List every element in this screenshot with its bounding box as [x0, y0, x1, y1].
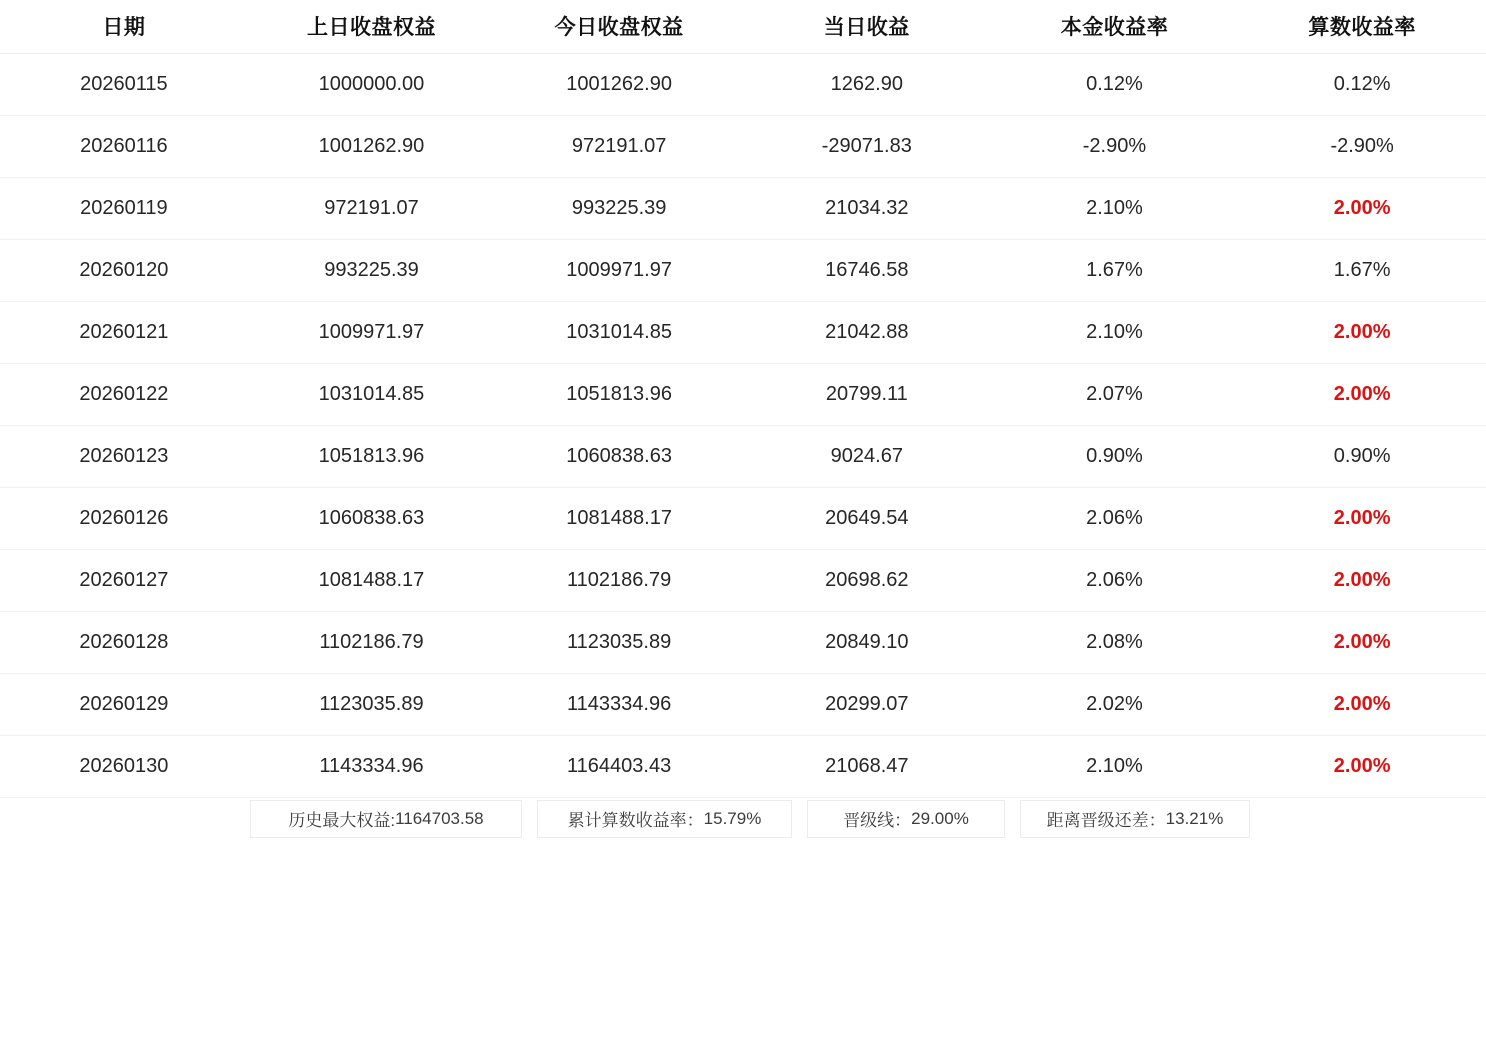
- col-header-prev-equity: 上日收盘权益: [248, 0, 496, 53]
- cell-arith-rate: 0.12%: [1238, 53, 1486, 115]
- cell-prev-equity: 972191.07: [248, 177, 496, 239]
- cell-prev-equity: 1143334.96: [248, 735, 496, 797]
- cell-date: 20260126: [0, 487, 248, 549]
- table-row: [0, 239, 1486, 301]
- table-row: [0, 425, 1486, 487]
- cell-principal-rate: 2.07%: [991, 363, 1239, 425]
- cell-arith-rate: 2.00%: [1238, 177, 1486, 239]
- cell-principal-rate: -2.90%: [991, 115, 1239, 177]
- cell-date: 20260119: [0, 177, 248, 239]
- cell-daily-profit: 21034.32: [743, 177, 991, 239]
- table-row: [0, 487, 1486, 549]
- col-header-principal-rate: 本金收益率: [991, 0, 1239, 53]
- cell-date: 20260127: [0, 549, 248, 611]
- summary-max-equity-value: 1164703.58: [395, 808, 484, 828]
- col-header-today-equity: 今日收盘权益: [495, 0, 743, 53]
- cell-today-equity: 1081488.17: [495, 487, 743, 549]
- cell-principal-rate: 2.06%: [991, 549, 1239, 611]
- cell-prev-equity: 1031014.85: [248, 363, 496, 425]
- cell-date: 20260120: [0, 239, 248, 301]
- cell-daily-profit: 16746.58: [743, 239, 991, 301]
- table-row: [0, 549, 1486, 611]
- cell-today-equity: 1051813.96: [495, 363, 743, 425]
- table-header-row: [0, 0, 1486, 53]
- cell-date: 20260116: [0, 115, 248, 177]
- cell-prev-equity: 1060838.63: [248, 487, 496, 549]
- cell-prev-equity: 1000000.00: [248, 53, 496, 115]
- cell-prev-equity: 1081488.17: [248, 549, 496, 611]
- cell-principal-rate: 0.12%: [991, 53, 1239, 115]
- summary-max-equity: [250, 800, 522, 838]
- summary-promotion-line-value: 29.00%: [911, 808, 969, 828]
- table-row: [0, 673, 1486, 735]
- summary-gap-to-promotion-label: 距离晋级还差：: [1046, 811, 1166, 830]
- cell-date: 20260129: [0, 673, 248, 735]
- cell-arith-rate: -2.90%: [1238, 115, 1486, 177]
- cell-principal-rate: 2.06%: [991, 487, 1239, 549]
- table-row: [0, 301, 1486, 363]
- cell-arith-rate: 2.00%: [1238, 611, 1486, 673]
- cell-daily-profit: 21042.88: [743, 301, 991, 363]
- cell-prev-equity: 1123035.89: [248, 673, 496, 735]
- cell-date: 20260115: [0, 53, 248, 115]
- table-row: [0, 611, 1486, 673]
- cell-principal-rate: 2.08%: [991, 611, 1239, 673]
- cell-date: 20260128: [0, 611, 248, 673]
- cell-arith-rate: 2.00%: [1238, 487, 1486, 549]
- cell-principal-rate: 2.02%: [991, 673, 1239, 735]
- cell-principal-rate: 2.10%: [991, 177, 1239, 239]
- cell-daily-profit: -29071.83: [743, 115, 991, 177]
- cell-prev-equity: 1051813.96: [248, 425, 496, 487]
- cell-date: 20260121: [0, 301, 248, 363]
- cell-today-equity: 1123035.89: [495, 611, 743, 673]
- table-row: [0, 735, 1486, 797]
- cell-today-equity: 1164403.43: [495, 735, 743, 797]
- col-header-arith-rate: 算数收益率: [1238, 0, 1486, 53]
- cell-date: 20260122: [0, 363, 248, 425]
- table-row: [0, 177, 1486, 239]
- summary-promotion-line-label: 晋级线：: [843, 811, 912, 830]
- cell-daily-profit: 1262.90: [743, 53, 991, 115]
- summary-promotion-line: [807, 800, 1005, 838]
- cell-date: 20260130: [0, 735, 248, 797]
- cell-arith-rate: 1.67%: [1238, 239, 1486, 301]
- summary-cumulative-arith-rate-label: 累计算数收益率：: [567, 811, 704, 830]
- col-header-date: 日期: [0, 0, 248, 53]
- cell-today-equity: 1102186.79: [495, 549, 743, 611]
- cell-today-equity: 1060838.63: [495, 425, 743, 487]
- cell-arith-rate: 2.00%: [1238, 673, 1486, 735]
- summary-gap-to-promotion: [1020, 800, 1250, 838]
- cell-principal-rate: 2.10%: [991, 301, 1239, 363]
- col-header-daily-profit: 当日收益: [743, 0, 991, 53]
- cell-arith-rate: 2.00%: [1238, 301, 1486, 363]
- cell-today-equity: 1031014.85: [495, 301, 743, 363]
- cell-today-equity: 1009971.97: [495, 239, 743, 301]
- summary-gap-to-promotion-value: 13.21%: [1165, 808, 1224, 828]
- cell-today-equity: 1001262.90: [495, 53, 743, 115]
- cell-arith-rate: 2.00%: [1238, 549, 1486, 611]
- cell-arith-rate: 2.00%: [1238, 363, 1486, 425]
- cell-today-equity: 993225.39: [495, 177, 743, 239]
- cell-today-equity: 1143334.96: [495, 673, 743, 735]
- cell-daily-profit: 20799.11: [743, 363, 991, 425]
- cell-prev-equity: 1001262.90: [248, 115, 496, 177]
- cell-daily-profit: 9024.67: [743, 425, 991, 487]
- cell-arith-rate: 0.90%: [1238, 425, 1486, 487]
- cell-daily-profit: 21068.47: [743, 735, 991, 797]
- table-row: [0, 363, 1486, 425]
- cell-today-equity: 972191.07: [495, 115, 743, 177]
- cell-prev-equity: 1009971.97: [248, 301, 496, 363]
- summary-cumulative-arith-rate-value: 15.79%: [703, 808, 762, 828]
- cell-principal-rate: 0.90%: [991, 425, 1239, 487]
- cell-daily-profit: 20698.62: [743, 549, 991, 611]
- cell-daily-profit: 20299.07: [743, 673, 991, 735]
- table-row: [0, 53, 1486, 115]
- cell-prev-equity: 993225.39: [248, 239, 496, 301]
- cell-principal-rate: 2.10%: [991, 735, 1239, 797]
- summary-bar: [250, 800, 1486, 838]
- cell-date: 20260123: [0, 425, 248, 487]
- table-row: [0, 115, 1486, 177]
- cell-principal-rate: 1.67%: [991, 239, 1239, 301]
- summary-cumulative-arith-rate: [537, 800, 792, 838]
- cell-daily-profit: 20649.54: [743, 487, 991, 549]
- cell-arith-rate: 2.00%: [1238, 735, 1486, 797]
- cell-prev-equity: 1102186.79: [248, 611, 496, 673]
- summary-max-equity-label: 历史最大权益:: [288, 811, 396, 830]
- cell-daily-profit: 20849.10: [743, 611, 991, 673]
